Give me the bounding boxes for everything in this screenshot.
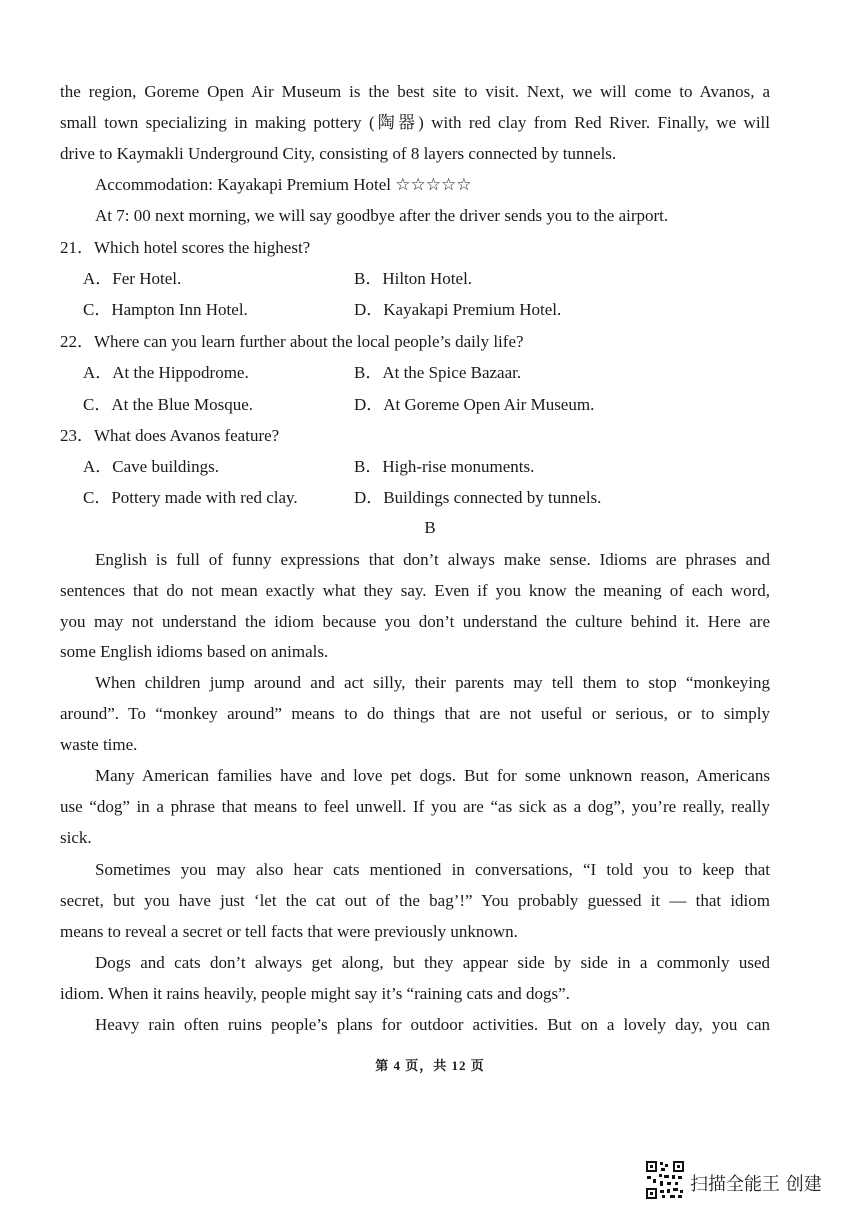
- passage-line: small town specializing in making pottery (陶器) with red clay from Red River. Finally, we will: [60, 113, 770, 132]
- option-c: C．Pottery made with red clay.: [83, 488, 298, 507]
- accommodation-line: Accommodation: Kayakapi Premium Hotel ☆☆☆☆☆: [95, 175, 472, 194]
- option-a: A．At the Hippodrome.: [83, 363, 249, 382]
- page-number: 第 4 页，共 12 页: [375, 1058, 485, 1073]
- qr-code-icon: [645, 1160, 685, 1200]
- departure-line: At 7: 00 next morning, we will say goodbye after the driver sends you to the airport.: [95, 206, 669, 225]
- passage-line: drive to Kaymakli Underground City, consisting of 8 layers connected by tunnels.: [60, 144, 617, 163]
- option-b: B．Hilton Hotel.: [354, 269, 473, 288]
- paragraph-line: you may not understand the idiom because you don’t understand the culture behind it. Here are: [60, 612, 770, 631]
- question-stem: 23．What does Avanos feature?: [60, 426, 280, 445]
- paragraph-line: Heavy rain often ruins people’s plans for outdoor activities. But on a lovely day, you can: [95, 1015, 770, 1034]
- paragraph-line: Many American families have and love pet dogs. But for some unknown reason, Americans: [95, 766, 770, 785]
- paragraph-line: When children jump around and act silly, their parents may tell them to stop “monkeying: [95, 673, 770, 692]
- option-d: D．Buildings connected by tunnels.: [354, 488, 602, 507]
- option-c: C．At the Blue Mosque.: [83, 395, 253, 414]
- option-c: C．Hampton Inn Hotel.: [83, 300, 248, 319]
- paragraph-line: Sometimes you may also hear cats mentioned in conversations, “I told you to keep that: [95, 860, 770, 879]
- paragraph-line: waste time.: [60, 735, 138, 754]
- option-a: A．Cave buildings.: [83, 457, 219, 476]
- option-a: A．Fer Hotel.: [83, 269, 182, 288]
- paragraph-line: idiom. When it rains heavily, people might say it’s “raining cats and dogs”.: [60, 984, 570, 1003]
- section-heading: B: [424, 518, 436, 537]
- paragraph-line: some English idioms based on animals.: [60, 642, 329, 661]
- watermark-text: 扫描全能王 创建: [690, 1174, 822, 1195]
- paragraph-line: around”. To “monkey around” means to do things that are not useful or serious, or to simply: [60, 704, 770, 723]
- paragraph-line: sentences that do not mean exactly what they say. Even if you know the meaning of each word,: [60, 581, 770, 600]
- paragraph-line: Dogs and cats don’t always get along, but they appear side by side in a commonly used: [95, 953, 770, 972]
- paragraph-line: secret, but you have just ‘let the cat out of the bag’!” You probably guessed it — that idiom: [60, 891, 770, 910]
- paragraph-line: means to reveal a secret or tell facts that were previously unknown.: [60, 922, 518, 941]
- passage-line: the region, Goreme Open Air Museum is the best site to visit. Next, we will come to Avanos, a: [60, 82, 770, 101]
- option-d: D．At Goreme Open Air Museum.: [354, 395, 595, 414]
- question-stem: 21．Which hotel scores the highest?: [60, 238, 311, 257]
- paragraph-line: use “dog” in a phrase that means to feel unwell. If you are “as sick as a dog”, you’re really, really: [60, 797, 770, 816]
- option-b: B．At the Spice Bazaar.: [354, 363, 522, 382]
- paragraph-line: sick.: [60, 828, 92, 847]
- paragraph-line: English is full of funny expressions that don’t always make sense. Idioms are phrases and: [95, 550, 770, 569]
- option-b: B．High-rise monuments.: [354, 457, 535, 476]
- question-stem: 22．Where can you learn further about the local people’s daily life?: [60, 332, 524, 351]
- option-d: D．Kayakapi Premium Hotel.: [354, 300, 562, 319]
